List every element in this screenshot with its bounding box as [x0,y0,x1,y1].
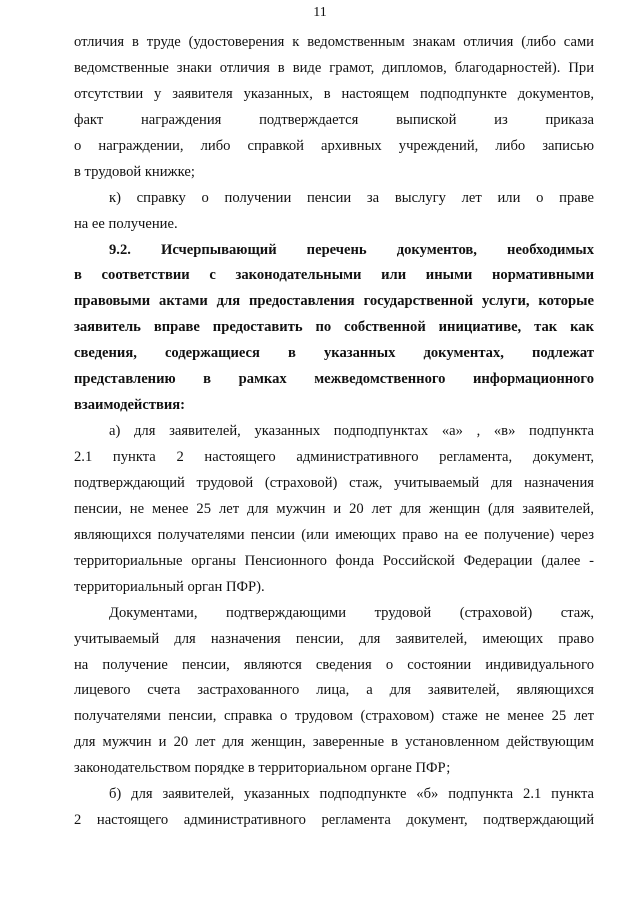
document-body [74,30,594,834]
heading-line: 9.2. Исчерпывающий перечень документов, необходимых [109,241,594,258]
text-line: являющихся получателями пенсии (или имеющих право на ее получение) через [74,526,594,543]
text-line: а) для заявителей, указанных подподпунктах «а» , «в» подпункта [109,423,594,440]
text-line: в трудовой книжке; [74,163,195,180]
page-number: 11 [313,5,327,20]
text-line: 2 настоящего административного регламента документ, подтверждающий [74,812,594,829]
text-line: территориальные органы Пенсионного фонда Российской Федерации (далее - [74,552,594,569]
text-line: Документами, подтверждающими трудовой (страховой) стаж, [109,604,594,621]
text-line: получателями пенсии, справка о трудовом (страховом) стаже не менее 25 лет [74,708,594,725]
text-line: 2.1 пункта 2 настоящего административного регламента, документ, [74,449,594,465]
text-line: отличия в труде (удостоверения к ведомственным знакам отличия (либо сами [74,34,594,50]
text-line: факт награждения подтверждается выпиской из приказа [74,111,594,128]
text-line: учитываемый для назначения пенсии, для заявителей, имеющих право [74,630,594,647]
heading-line: в соответствии с законодательными или иными нормативными [74,267,594,284]
text-line: о награждении, либо справкой архивных учреждений, либо записью [74,137,594,154]
text-line: лицевого счета застрахованного лица, а для заявителей, являющихся [74,682,594,699]
text-line: к) справку о получении пенсии за выслугу лет или о праве [109,189,594,206]
heading-line: заявитель вправе предоставить по собственной инициативе, так как [74,319,594,336]
text-line: пенсии, не менее 25 лет для мужчин и 20 лет для женщин (для заявителей, [74,500,594,517]
text-line: подтверждающий трудовой (страховой) стаж, учитываемый для назначения [74,474,594,491]
text-line: б) для заявителей, указанных подподпункте «б» подпункта 2.1 пункта [109,786,594,803]
text-line: отсутствии у заявителя указанных, в настоящем подподпункте документов, [74,85,594,102]
text-line: на получение пенсии, являются сведения о состоянии индивидуального [74,656,594,673]
heading-line: правовыми актами для предоставления государственной услуги, которые [74,293,594,310]
text-line: на ее получение. [74,215,178,232]
text-line: законодательством порядке в территориальном органе ПФР; [74,760,451,777]
heading-line: взаимодействия: [74,397,186,414]
heading-line: представлению в рамках межведомственного информационного [74,371,594,388]
heading-line: сведения, содержащиеся в указанных документах, подлежат [74,345,594,362]
text-line: ведомственные знаки отличия в виде грамот, дипломов, благодарностей). При [74,59,594,76]
text-line: территориальный орган ПФР). [74,578,265,595]
text-line: для мужчин и 20 лет для женщин, заверенные в установленном действующим [74,734,594,751]
